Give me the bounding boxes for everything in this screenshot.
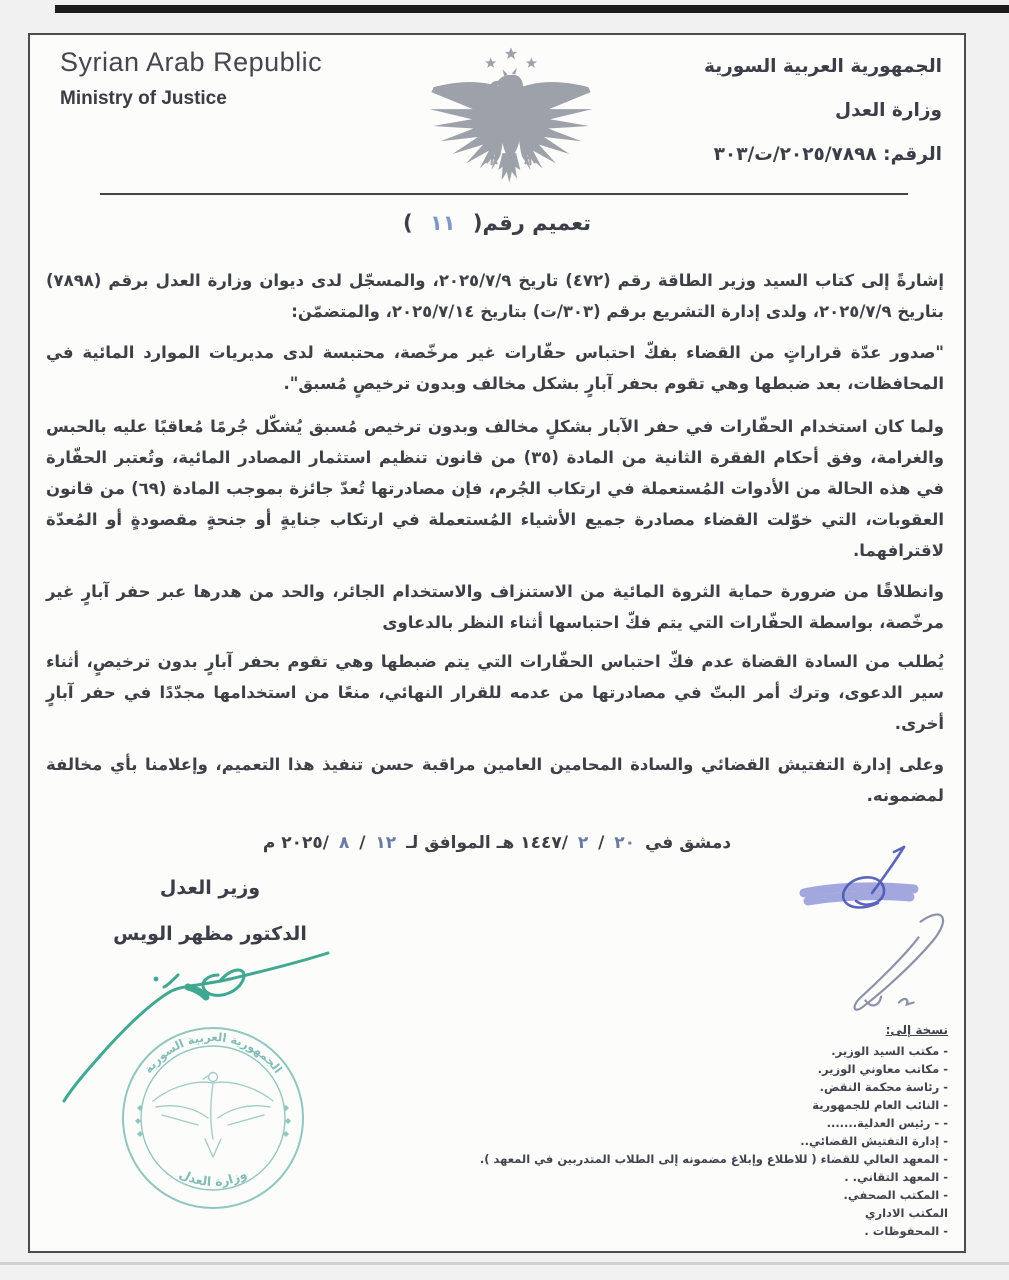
- ministry-name-en: Ministry of Justice: [60, 88, 227, 109]
- gregorian-year: /٢٠٢٥ م: [262, 833, 330, 853]
- list-item: - إدارة التفتيش القضائي..: [800, 1134, 948, 1148]
- list-item: - النائب العام للجمهورية: [812, 1098, 948, 1112]
- list-item: - المعهد التقاني. .: [844, 1170, 948, 1184]
- circular-title-text: تعميم رقم(: [472, 211, 591, 235]
- list-item: - المحفوظات .: [864, 1224, 948, 1238]
- gregorian-month-handwritten: ٨: [338, 833, 350, 853]
- star-icon: [485, 58, 496, 68]
- body-paragraph-legal-basis: ولما كان استخدام الحفّارات في حفر الآبار بشكلٍ مخالف وبدون ترخيص مُسبق يُشكّل جُرمًا مُعاقبًا عليه بالحبس والغرامة، وفق أحكام الفقرة الثانية من المادة (٣٥) من قانون تنظيم استثمار المصادر المائية، وتُعتبر الحفّارة في هذه الحالة من الأدوات المُستعملة في ارتكاب الجُرم، فإن مصادرتها تُعدّ جائزة بموجب المادة (٦٩) من قانون العقوبات، التي خوّلت القضاء مصادرة جميع الأشياء المُستعملة في ارتكاب جنايةٍ أو جنحةٍ مقصودةٍ أو المُعدّة لاقترافهما.: [46, 417, 945, 560]
- minister-name: الدكتور مظهر الويس: [113, 923, 307, 945]
- minister-title: وزير العدل: [159, 877, 261, 899]
- list-item: - المكتب الصحفي.: [843, 1188, 948, 1202]
- list-item: المكتب الاداري: [864, 1206, 948, 1220]
- star-icon: [526, 58, 537, 68]
- letterhead-arabic: [704, 45, 942, 177]
- list-item: - - رئيس العدلية.......: [826, 1116, 948, 1130]
- stamp-eagle-icon: [153, 1073, 273, 1158]
- list-item: - مكتب السيد الوزير.: [831, 1044, 948, 1058]
- hijri-day-handwritten: ٢٠: [614, 833, 636, 853]
- reference-number-value: ٢٠٢٥/٧٨٩٨/ت/٣٠٣: [713, 144, 877, 165]
- body-paragraph-instruction: يُطلب من السادة القضاة عدم فكّ احتباس الحفّارات التي يتم ضبطها وهي تقوم بحفر آبارٍ بدون ترخيصٍ، أثناء سير الدعوى، وترك أمر البتّ في مصادرتها من عدمه للقرار النهائي، منعًا من استخدامها مجدّدًا في حفر آبارٍ أخرى.: [46, 652, 944, 733]
- gregorian-day-handwritten: ١٢: [375, 833, 397, 853]
- date-separator: /: [359, 833, 366, 853]
- distribution-list-label: نسخة إلى:: [885, 1023, 948, 1037]
- date-separator: /: [598, 833, 605, 853]
- list-item: - رئاسة محكمة النقض.: [819, 1080, 948, 1094]
- stamp-bottom-text: وزارة العدل: [176, 1165, 250, 1189]
- country-name-ar: الجمهورية العربية السورية: [703, 56, 942, 77]
- distribution-list: [408, 1021, 948, 1240]
- list-item: - مكاتب معاوني الوزير.: [817, 1062, 948, 1076]
- hijri-year-and-equivalent: /١٤٤٧ هـ الموافق لـ: [406, 833, 568, 853]
- header-separator-line: [100, 193, 908, 195]
- secondary-signature-icon: [822, 903, 960, 1031]
- ministry-name-ar: وزارة العدل: [835, 100, 942, 121]
- country-name-en: Syrian Arab Republic: [60, 47, 323, 77]
- reference-number-label: الرقم:: [883, 144, 942, 165]
- circular-number-handwritten: ١١: [429, 211, 456, 235]
- stamp-top-text: الجمهورية العربية السورية: [140, 1029, 286, 1076]
- body-paragraph-enforcement: وعلى إدارة التفتيش القضائي والسادة المحامين العامين مراقبة حسن تنفيذ هذا التعميم، وإعلامنا بأي مخالفة لمضمونه.: [46, 755, 944, 805]
- ministry-seal-stamp: [118, 1023, 308, 1213]
- hijri-month-handwritten: ٢: [577, 833, 589, 853]
- scan-top-band: [55, 5, 1009, 13]
- circular-title-close: ): [403, 211, 413, 235]
- circular-body: [46, 265, 944, 811]
- body-paragraph-quote: "صدور عدّة قراراتٍ من القضاء بفكّ احتباس حفّارات غير مرخّصة، محتبسة لدى مديريات الموارد المائية في المحافظات، بعد ضبطها وهي تقوم بحفر آبارٍ بشكل مخالف وبدون ترخيصٍ مُسبق".: [46, 343, 944, 393]
- star-icon: [505, 48, 518, 60]
- letterhead-english: [60, 47, 322, 110]
- scan-bottom-shadow: [0, 1262, 1009, 1265]
- eagle-emblem-icon: [422, 40, 600, 190]
- body-paragraph-reference: إشارةً إلى كتاب السيد وزير الطاقة رقم (٤٧٢) تاريخ ٢٠٢٥/٧/٩، والمسجّل لدى ديوان وزارة العدل برقم (٧٨٩٨) بتاريخ ٢٠٢٥/٧/٩، ولدى إدارة التشريع برقم ⁦(٣٠٣/ت)⁩ بتاريخ ٢٠٢٥/٧/١٤، والمتضمّن:: [46, 271, 944, 321]
- body-paragraph-rationale: وانطلاقًا من ضرورة حماية الثروة المائية من الاستنزاف والاستخدام الجائر، والحد من هدرها عبر حفر آبارٍ غير مرخّصة، بواسطة الحفّارات التي يتم فكّ احتباسها أثناء النظر بالدعاوى: [46, 582, 944, 632]
- circular-title: [30, 211, 964, 235]
- svg-text:الجمهورية العربية السورية: [141, 1030, 285, 1076]
- date-place-label: دمشق في: [644, 833, 732, 853]
- reference-number-row: [704, 133, 942, 177]
- list-item: - المعهد العالي للقضاء ( للاطلاع وإبلاغ مضمونه إلى الطلاب المتدربين في المعهد ).: [479, 1152, 948, 1166]
- document-frame: [28, 33, 966, 1253]
- stamp-stars: [135, 1105, 291, 1137]
